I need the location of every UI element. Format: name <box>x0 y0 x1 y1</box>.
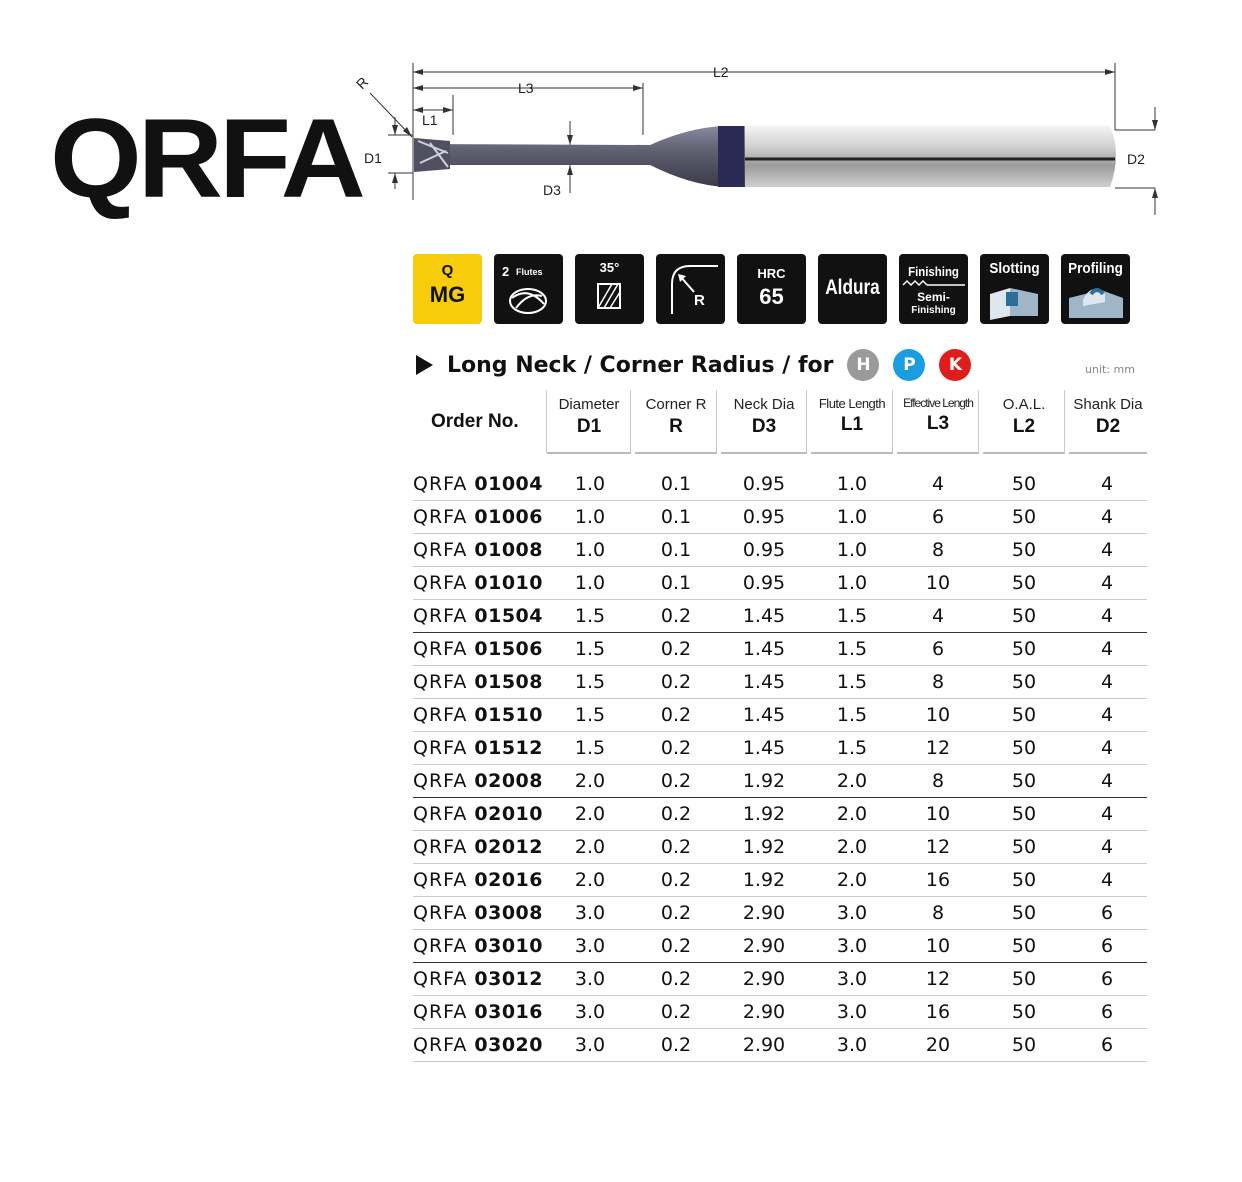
cell-l1: 3.0 <box>809 996 895 1029</box>
cell-d1: 2.0 <box>547 765 633 798</box>
cell-d2: 4 <box>1067 468 1147 501</box>
label-l3: L3 <box>518 80 534 96</box>
order-number: 01006 <box>474 506 543 528</box>
order-prefix: QRFA <box>413 770 468 792</box>
table-row <box>413 864 1147 897</box>
cell-d2: 4 <box>1067 765 1147 798</box>
material-p-badge: P <box>893 349 925 381</box>
cell-r: 0.1 <box>633 468 719 501</box>
order-number-cell <box>413 798 547 831</box>
column-header-l1: Flute Length L1 <box>809 390 895 453</box>
cell-l2: 50 <box>981 963 1067 996</box>
order-prefix: QRFA <box>413 968 468 990</box>
cell-r: 0.2 <box>633 699 719 732</box>
label-d3: D3 <box>543 182 561 198</box>
label-l1: L1 <box>422 112 438 128</box>
cell-l1: 1.5 <box>809 633 895 666</box>
table-row <box>413 963 1147 996</box>
cell-l3: 10 <box>895 567 981 600</box>
table-row <box>413 501 1147 534</box>
cell-d2: 4 <box>1067 864 1147 897</box>
cell-l2: 50 <box>981 897 1067 930</box>
table-row <box>413 897 1147 930</box>
cell-l1: 3.0 <box>809 897 895 930</box>
cell-d2: 4 <box>1067 567 1147 600</box>
cell-d3: 0.95 <box>719 534 809 567</box>
cell-d2: 4 <box>1067 600 1147 633</box>
unit-label: unit: mm <box>1085 363 1135 376</box>
cell-r: 0.1 <box>633 501 719 534</box>
order-number: 01512 <box>474 737 543 759</box>
order-number-cell <box>413 765 547 798</box>
cell-l3: 4 <box>895 468 981 501</box>
mg-grade-icon: Q MG <box>413 254 482 324</box>
order-number: 01004 <box>474 473 543 495</box>
column-header-d3: Neck Dia D3 <box>719 390 809 453</box>
cell-l1: 3.0 <box>809 930 895 963</box>
cell-d3: 1.45 <box>719 633 809 666</box>
column-header-d1: Diameter D1 <box>547 390 633 453</box>
cell-r: 0.2 <box>633 732 719 765</box>
cell-l3: 20 <box>895 1029 981 1062</box>
table-row <box>413 666 1147 699</box>
cell-d1: 1.5 <box>547 633 633 666</box>
label-d2: D2 <box>1127 151 1145 167</box>
cell-l3: 6 <box>895 633 981 666</box>
cell-d1: 1.0 <box>547 567 633 600</box>
cell-d2: 4 <box>1067 732 1147 765</box>
corner-radius-icon: R <box>656 254 725 324</box>
cell-d2: 4 <box>1067 798 1147 831</box>
cell-l1: 3.0 <box>809 1029 895 1062</box>
cell-d3: 1.45 <box>719 699 809 732</box>
product-title: QRFA <box>50 96 362 222</box>
tool-drawing <box>350 55 1170 225</box>
order-number-cell <box>413 897 547 930</box>
cell-l1: 1.0 <box>809 501 895 534</box>
slotting-icon: Slotting <box>980 254 1049 324</box>
cell-l1: 1.0 <box>809 534 895 567</box>
table-row <box>413 567 1147 600</box>
cell-l2: 50 <box>981 600 1067 633</box>
label-d1: D1 <box>364 150 382 166</box>
cell-l2: 50 <box>981 1029 1067 1062</box>
cell-l2: 50 <box>981 930 1067 963</box>
order-number: 03008 <box>474 902 543 924</box>
order-number-cell <box>413 732 547 765</box>
cell-l3: 8 <box>895 897 981 930</box>
cell-d3: 0.95 <box>719 501 809 534</box>
cell-d2: 6 <box>1067 963 1147 996</box>
cell-l3: 12 <box>895 963 981 996</box>
column-header-r: Corner R R <box>633 390 719 453</box>
order-prefix: QRFA <box>413 935 468 957</box>
cell-r: 0.2 <box>633 798 719 831</box>
cell-l3: 10 <box>895 930 981 963</box>
order-number-cell <box>413 864 547 897</box>
cell-r: 0.2 <box>633 963 719 996</box>
cell-l1: 1.5 <box>809 600 895 633</box>
cell-r: 0.2 <box>633 996 719 1029</box>
cell-l1: 3.0 <box>809 963 895 996</box>
cell-l2: 50 <box>981 468 1067 501</box>
order-prefix: QRFA <box>413 902 468 924</box>
two-flutes-icon: 2 Flutes <box>494 254 563 324</box>
order-prefix: QRFA <box>413 605 468 627</box>
order-number: 01504 <box>474 605 543 627</box>
cell-l2: 50 <box>981 501 1067 534</box>
cell-r: 0.1 <box>633 567 719 600</box>
cell-r: 0.2 <box>633 765 719 798</box>
cell-d1: 3.0 <box>547 930 633 963</box>
order-number-cell <box>413 501 547 534</box>
cell-l1: 2.0 <box>809 864 895 897</box>
table-row <box>413 534 1147 567</box>
feature-icons <box>413 254 1130 324</box>
cell-d1: 1.5 <box>547 699 633 732</box>
cell-d1: 1.5 <box>547 732 633 765</box>
cell-d3: 1.92 <box>719 798 809 831</box>
order-number-cell <box>413 468 547 501</box>
hardness-icon: HRC 65 <box>737 254 806 324</box>
table-row <box>413 468 1147 501</box>
order-number-cell <box>413 699 547 732</box>
order-number: 01506 <box>474 638 543 660</box>
cell-l3: 12 <box>895 732 981 765</box>
order-number-cell <box>413 567 547 600</box>
cell-l3: 16 <box>895 996 981 1029</box>
cell-r: 0.2 <box>633 1029 719 1062</box>
table-row <box>413 930 1147 963</box>
table-row <box>413 732 1147 765</box>
cell-l3: 8 <box>895 534 981 567</box>
triangle-bullet-icon <box>416 355 433 375</box>
cell-d2: 6 <box>1067 897 1147 930</box>
cell-l3: 12 <box>895 831 981 864</box>
helix-angle-icon: 35° <box>575 254 644 324</box>
cell-l3: 10 <box>895 798 981 831</box>
order-number: 01510 <box>474 704 543 726</box>
cell-d3: 2.90 <box>719 930 809 963</box>
table-row <box>413 1029 1147 1062</box>
table-header <box>413 390 1147 453</box>
order-number: 02016 <box>474 869 543 891</box>
finishing-icon: Finishing Semi- Finishing <box>899 254 968 324</box>
cell-l2: 50 <box>981 666 1067 699</box>
column-header-d2: Shank Dia D2 <box>1067 390 1147 453</box>
cell-r: 0.2 <box>633 930 719 963</box>
cell-d3: 2.90 <box>719 897 809 930</box>
column-header-l2: O.A.L. L2 <box>981 390 1067 453</box>
order-number-cell <box>413 633 547 666</box>
cell-l3: 4 <box>895 600 981 633</box>
order-number-cell <box>413 831 547 864</box>
cell-l1: 2.0 <box>809 765 895 798</box>
cell-d3: 2.90 <box>719 963 809 996</box>
cell-d1: 1.5 <box>547 600 633 633</box>
order-number: 02010 <box>474 803 543 825</box>
cell-d1: 1.5 <box>547 666 633 699</box>
cell-d2: 4 <box>1067 501 1147 534</box>
cell-d3: 1.92 <box>719 765 809 798</box>
order-prefix: QRFA <box>413 539 468 561</box>
cell-d3: 2.90 <box>719 1029 809 1062</box>
cell-d1: 2.0 <box>547 864 633 897</box>
table-row <box>413 831 1147 864</box>
column-header-l3: Effective Length L3 <box>895 390 981 453</box>
order-number: 03010 <box>474 935 543 957</box>
heading-text: Long Neck / Corner Radius / for <box>447 352 834 378</box>
cell-d3: 1.92 <box>719 864 809 897</box>
cell-d1: 1.0 <box>547 501 633 534</box>
cell-r: 0.2 <box>633 864 719 897</box>
cell-l2: 50 <box>981 699 1067 732</box>
cell-d3: 1.45 <box>719 732 809 765</box>
cell-l3: 6 <box>895 501 981 534</box>
cell-r: 0.2 <box>633 831 719 864</box>
order-prefix: QRFA <box>413 737 468 759</box>
cell-l2: 50 <box>981 765 1067 798</box>
cell-r: 0.1 <box>633 534 719 567</box>
order-number: 01010 <box>474 572 543 594</box>
table-row <box>413 798 1147 831</box>
cell-r: 0.2 <box>633 666 719 699</box>
cell-d1: 3.0 <box>547 996 633 1029</box>
cell-d1: 3.0 <box>547 897 633 930</box>
order-prefix: QRFA <box>413 572 468 594</box>
specification-table <box>413 390 1147 1062</box>
cell-l1: 2.0 <box>809 798 895 831</box>
order-prefix: QRFA <box>413 506 468 528</box>
order-number-cell <box>413 996 547 1029</box>
order-number-cell <box>413 534 547 567</box>
cell-l2: 50 <box>981 633 1067 666</box>
table-row <box>413 996 1147 1029</box>
cell-d2: 4 <box>1067 666 1147 699</box>
order-number: 01508 <box>474 671 543 693</box>
cell-d3: 1.45 <box>719 666 809 699</box>
cell-l1: 1.0 <box>809 567 895 600</box>
order-number: 02008 <box>474 770 543 792</box>
cell-d3: 1.92 <box>719 831 809 864</box>
profiling-icon: Profiling <box>1061 254 1130 324</box>
order-prefix: QRFA <box>413 638 468 660</box>
order-number: 02012 <box>474 836 543 858</box>
cell-d2: 6 <box>1067 930 1147 963</box>
cell-l1: 1.5 <box>809 666 895 699</box>
cell-l1: 1.5 <box>809 699 895 732</box>
label-r: R <box>352 73 372 93</box>
table-row <box>413 633 1147 666</box>
cell-l2: 50 <box>981 732 1067 765</box>
order-number-cell <box>413 930 547 963</box>
order-prefix: QRFA <box>413 1034 468 1056</box>
material-k-badge: K <box>939 349 971 381</box>
cell-l2: 50 <box>981 567 1067 600</box>
cell-l2: 50 <box>981 798 1067 831</box>
order-number-cell <box>413 963 547 996</box>
order-number-cell <box>413 666 547 699</box>
cell-l2: 50 <box>981 996 1067 1029</box>
order-prefix: QRFA <box>413 704 468 726</box>
order-number: 03012 <box>474 968 543 990</box>
cell-l1: 2.0 <box>809 831 895 864</box>
order-number-cell <box>413 1029 547 1062</box>
cell-d2: 4 <box>1067 534 1147 567</box>
coating-icon: Aldura <box>818 254 887 324</box>
order-prefix: QRFA <box>413 1001 468 1023</box>
cell-d1: 2.0 <box>547 798 633 831</box>
order-number: 03016 <box>474 1001 543 1023</box>
order-prefix: QRFA <box>413 869 468 891</box>
cell-d2: 4 <box>1067 633 1147 666</box>
cell-d1: 2.0 <box>547 831 633 864</box>
cell-d1: 3.0 <box>547 963 633 996</box>
cell-l3: 8 <box>895 666 981 699</box>
cell-d3: 0.95 <box>719 468 809 501</box>
cell-d2: 4 <box>1067 831 1147 864</box>
section-heading <box>416 349 971 381</box>
cell-d2: 4 <box>1067 699 1147 732</box>
table-row <box>413 765 1147 798</box>
cell-r: 0.2 <box>633 600 719 633</box>
order-number: 03020 <box>474 1034 543 1056</box>
cell-l2: 50 <box>981 534 1067 567</box>
cell-d3: 2.90 <box>719 996 809 1029</box>
table-row <box>413 699 1147 732</box>
table-row <box>413 600 1147 633</box>
order-no-header: Order No. <box>413 390 547 453</box>
cell-d3: 1.45 <box>719 600 809 633</box>
cell-d2: 6 <box>1067 996 1147 1029</box>
label-l2: L2 <box>713 64 729 80</box>
cell-d1: 1.0 <box>547 468 633 501</box>
cell-d2: 6 <box>1067 1029 1147 1062</box>
cell-l1: 1.0 <box>809 468 895 501</box>
cell-d1: 1.0 <box>547 534 633 567</box>
cell-d1: 3.0 <box>547 1029 633 1062</box>
material-h-badge: H <box>847 349 879 381</box>
cell-l3: 8 <box>895 765 981 798</box>
cell-l1: 1.5 <box>809 732 895 765</box>
cell-l2: 50 <box>981 864 1067 897</box>
cell-r: 0.2 <box>633 897 719 930</box>
cell-l2: 50 <box>981 831 1067 864</box>
order-number-cell <box>413 600 547 633</box>
cell-r: 0.2 <box>633 633 719 666</box>
order-prefix: QRFA <box>413 671 468 693</box>
order-prefix: QRFA <box>413 473 468 495</box>
order-number: 01008 <box>474 539 543 561</box>
order-prefix: QRFA <box>413 836 468 858</box>
cell-d3: 0.95 <box>719 567 809 600</box>
cell-l3: 10 <box>895 699 981 732</box>
cell-l3: 16 <box>895 864 981 897</box>
order-prefix: QRFA <box>413 803 468 825</box>
